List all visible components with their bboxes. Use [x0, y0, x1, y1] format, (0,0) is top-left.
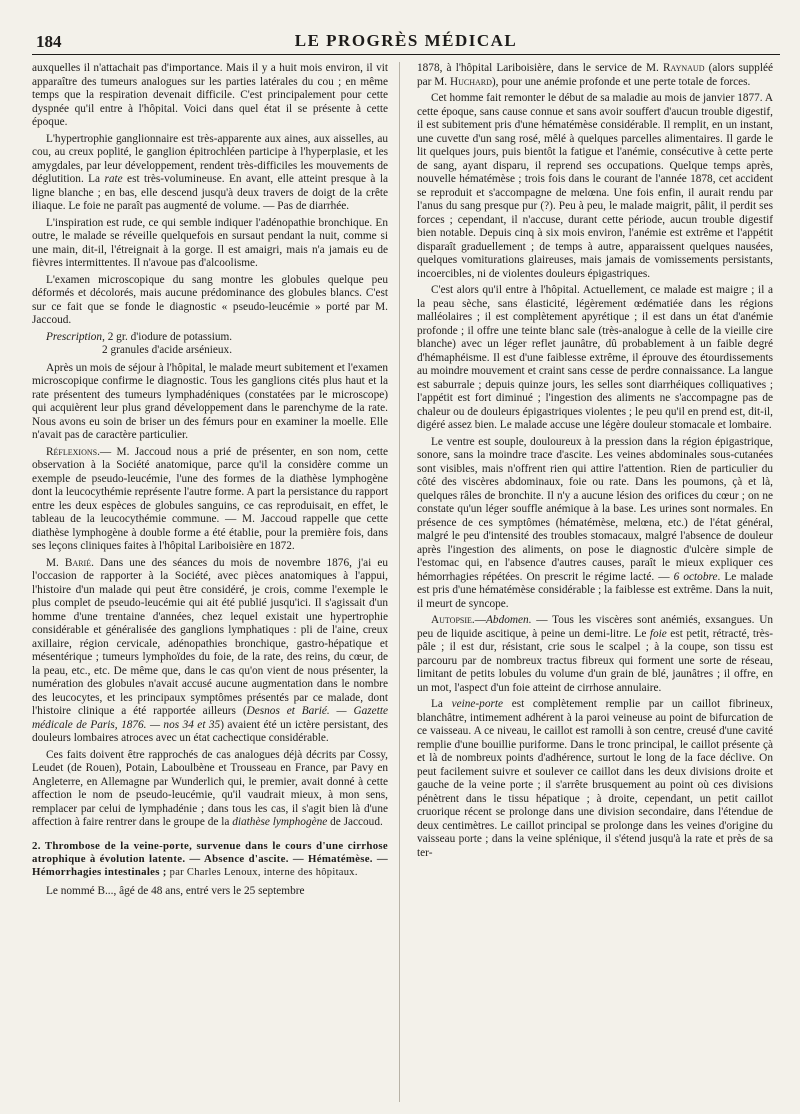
prescription-label: Prescription: [46, 330, 103, 343]
section-label: Autopsie.: [431, 614, 475, 626]
paragraph: Après un mois de séjour à l'hôpital, le malade meurt subitement et l'examen microscopique confirme le diagnostic. Tous les ganglions cités plus haut et la rate présentent des tumeurs lymphadéniques (constatées par le microscope) qui acquièrent leur plus grand développement dans le parenchyme de la rate. Nous avons eu soin de briser un des fémurs pour en examiner la moelle. Elle n'avait pas de caractère particulier.: [32, 361, 388, 441]
case-author: par Charles Lenoux, interne des hôpitaux.: [169, 867, 358, 879]
page-number: 184: [36, 32, 62, 51]
page-header: [32, 28, 780, 58]
paragraph: Le nommé B..., âgé de 48 ans, entré vers le 25 septembre: [46, 885, 305, 898]
case-title: 2. Thrombose de la veine-porte, survenue dans le cours d'une cirrhose atrophique à évolution latente. — Absence d'ascite. — Hématémèse. — Hémorrhagies intestinales ; par Charles Lenoux, interne des hôpitaux.: [32, 839, 388, 879]
header-rule: [32, 54, 780, 55]
paragraph: L'examen microscopique du sang montre les globules quelque peu déformés et décolorés, mais aucune prédominance des globules blancs. C'est sur ce fait que se fonde le diagnostic « pseudo-leucémie » porté par M. Jaccoud.: [32, 273, 388, 326]
paragraph: Cet homme fait remonter le début de sa maladie au mois de janvier 1877. A cette époque, sans cause connue et sans avoir souffert d'aucun trouble digestif, il est subitement pris d'une hématémèse considérable. Il remplit, en un instant, une cuvette d'un sang rosé, mêlé à quelques parcelles alimentaires. Il garde le lit quelques jours, puis bientôt la fatigue et l'anémie, consécutive à cette perte de sang, ayant disparu, il reprend ses occupations. Quelque temps après, nouvelle hématémèse ; trois fois dans le courant de l'année 1878, cet accident se reproduit et s'accompagne de melœna. Une fois enfin, il aurait rendu par l'anus du sang presque pur (?). Peu à peu, le malade maigrit, pâlit, il perdit ses forces ; cependant, il n'accuse, durant cette période, aucun trouble digestif bien notable. Depuis cinq à six mois environ, l'anémie est extrême et l'appétit disparaît graduellement ; de temps à autre, apparaissent quelques nausées, quelques vomiturations glaireuses, mais jamais de vomissements persistants, incoercibles, ni de violentes douleurs épigastriques.: [417, 92, 773, 280]
column-divider: [399, 62, 400, 1102]
paragraph: M. Barié. Dans une des séances du mois de novembre 1876, j'ai eu l'occasion de rapporter à la Société, avec pièces anatomiques à l'appui, l'histoire d'un malade qui peut être considéré, je crois, comme l'exemple le plus complet de pseudo-leucémie qui ait été publié jusqu'ici. Il s'agissait d'un homme d'une trentaine d'années, chez lequel existait une hypertrophie considérable et généralisée des ganglions lymphatiques : pli de l'aine, creux axillaire, région cervicale, adénopathies bronchique, gastro-hépatique et mésentérique ; tumeurs lymphoïdes du foie, de la rate, des reins, du cœur, de la peau, etc., etc. De même que, dans le cas qu'on vient de nous présenter, la numération des globules n'avait accusé aucune augmentation dans le nombre des leucocytes, et les principaux symptômes présentés par ce malade, dont l'histoire clinique a été rapportée ailleurs (Desnos et Barié. — Gazette médicale de Paris, 1876. — nos 34 et 35) avaient été un ictère persistant, des douleurs lombaires atroces avec un état cachectique considérable.: [32, 556, 388, 744]
paragraph: Le ventre est souple, douloureux à la pression dans la région épigastrique, sonore, sans la moindre trace d'ascite. Les veines abdominales sous-cutanées sont visibles, mais n'offrent rien qui attire l'attention. Rien de particulier du côté des viscères abdominaux, foie ou rate. Dans les poumons, çà et là, quelques râles de bronchite. Il n'y a aucune lésion des orifices du cœur ; on ne constate qu'un léger souffle anémique à la base. Les urines sont normales. En présence de ces symptômes (hématémèse, melœna, etc.) de l'état général, malgré le peu d'intensité des troubles stomacaux, malgré l'absence de douleur après l'ingestion des aliments, on pose le diagnostic d'ulcère simple de l'estomac qui, en l'absence d'autres causes, paraît le mieux expliquer ces hémorrhagies répétées. On prescrit le régime lacté. — 6 octobre. Le malade est pris d'une hématémèse considérable ; la faiblesse est extrême. Dans la nuit, il meurt de syncope.: [417, 435, 773, 610]
right-column: [417, 62, 773, 1106]
paragraph: 1878, à l'hôpital Lariboisière, dans le service de M. Raynaud (alors suppléé par M. Huchard), pour une anémie profonde et une perte totale de forces.: [417, 62, 773, 88]
citation: Desnos et Barié. — Gazette médicale de Paris, 1876. — nos 34 et 35: [32, 705, 388, 731]
left-column: [32, 62, 388, 1106]
section-label: Réflexions.: [46, 445, 100, 458]
paragraph: L'inspiration est rude, ce qui semble indiquer l'adénopathie bronchique. En outre, le malade se réveille quelquefois en sursaut pendant la nuit, comme si une main, dit-il, l'étreignait à la gorge. Il est amaigri, mais n'a jamais eu de fièvres intermittentes. Il n'avoue pas d'alcoolisme.: [32, 216, 388, 269]
paragraph: Réflexions.— M. Jaccoud nous a prié de présenter, en son nom, cette observation à la Société anatomique, parce qu'il la considère comme un exemple de pseudo-leucémie, l'une des formes de la diathèse lymphogène dont la leucocythémie représente l'autre forme. A part la persistance du rapport entre les deux espèces de globules sanguins, ce cas reproduisait, en effet, le tableau de la leucocythémie commune. — M. Jaccoud rappelle que cette diathèse lymphogène à double forme a été établie, pour la première fois, dans ses leçons cliniques faites à l'hôpital Lariboisière en 1872.: [32, 445, 388, 552]
paragraph: C'est alors qu'il entre à l'hôpital. Actuellement, ce malade est maigre ; il a la peau sèche, sans élasticité, légèrement œdématiée dans les régions malléolaires ; il est complètement apyrétique ; il est dans un état d'anémie profonde ; il offre une teinte blanc sale (très-analogue à celle de la vieille cire blanche) avec un léger reflet jaunâtre, dû probablement à un faible degré d'hémaphéisme. Il est d'une faiblesse extrême, il éprouve des étourdissements au moindre mouvement et craint sans cesse de perdre connaissance. La langue est saburrale ; depuis quinze jours, les selles sont diarrhéiques colliquatives ; l'appétit est fort diminué ; l'ingestion des aliments ne s'accompagne pas de chaleur ou de douleurs épigastriques violentes ; le peu qu'il en prend est, dit-il, digéré assez bien. Le malade accuse une légère douleur stomacale et lombaire.: [417, 284, 773, 431]
journal-title: LE PROGRÈS MÉDICAL: [294, 31, 518, 50]
paragraph: La veine-porte est complètement remplie par un caillot fibrineux, blanchâtre, intimement adhérent à la paroi veineuse au point de bifurcation de ce vaisseau. A ce niveau, le caillot est ramolli à son centre, creusé d'une cavité remplie d'une bouillie puriforme. Dans le tronc principal, le caillot présente çà et là de nombreux points d'adhérence, surtout le long de la face déclive. On peut facilement suivre et soulever ce caillot dans les deux divisions droite et gauche de la veine porte ; il s'arrête brusquement au point où ces divisions pénètrent dans le tissu hépatique ; à droite, cependant, un petit caillot cruorique récent se prolonge dans une division secondaire, dans l'étendue de deux centimètres. Le caillot principal se prolonge dans les veines d'origine du vaisseau porte ; dans la veine splénique, il s'étend jusqu'à la rate et près de sa ter-: [417, 698, 773, 859]
paragraph: auxquelles il n'attachait pas d'importance. Mais il y a huit mois environ, il vit apparaître des tumeurs analogues sur les parties latérales du cou ; en même temps que la respiration devenait difficile. C'est principalement pour cette dyspnée qu'il entre à l'hôpital. Voici dans quel état il se présente à cette époque.: [32, 62, 388, 128]
prescription: Prescription, 2 gr. d'iodure de potassium. 2 granules d'acide arsénieux.: [46, 330, 233, 356]
author-name: M. Barié: [46, 556, 92, 569]
paragraph: L'hypertrophie ganglionnaire est très-apparente aux aines, aux aisselles, au cou, au creux poplité, le ganglion épitrochléen participe à l'hyperplasie, et les amygdales, par leur développement, rendent très-difficiles les mouvements de déglutition. La rate est très-volumineuse. En avant, elle atteint presque à la ligne blanche ; en bas, elle descend jusqu'à deux travers de doigt de la crête iliaque. Le foie ne paraît pas augmenté de volume. — Pas de diarrhée.: [32, 132, 388, 212]
paragraph: Ces faits doivent être rapprochés de cas analogues déjà décrits par Cossy, Leudet (de Rouen), Potain, Laboulbène et Trousseau en France, par Pavy en Angleterre, en Allemagne par Wunderlich qui, le premier, avait donné à cette affection le nom de pseudo-leucémie, qu'il vaudrait mieux, à mon sens, remplacer par celui de lymphadénie ; dans tous les cas, il s'agit bien là d'une affection à faire rentrer dans le groupe de la diathèse lymphogène de Jaccoud.: [32, 748, 388, 828]
paragraph: Autopsie.—Abdomen. — Tous les viscères sont anémiés, exsangues. Un peu de liquide ascitique, à peine un demi-litre. Le foie est petit, rétracté, très-pâle ; il est dur, résistant, crie sous le scalpel ; à la coupe, son tissu est parcouru par de nombreux tractus fibreux qui forment une sorte de réseau, limitant de petits lobules du volume d'un grain de blé, jaunâtres ; il offre, en un mot, l'aspect d'un foie atteint de cirrhose annulaire.: [417, 614, 773, 694]
